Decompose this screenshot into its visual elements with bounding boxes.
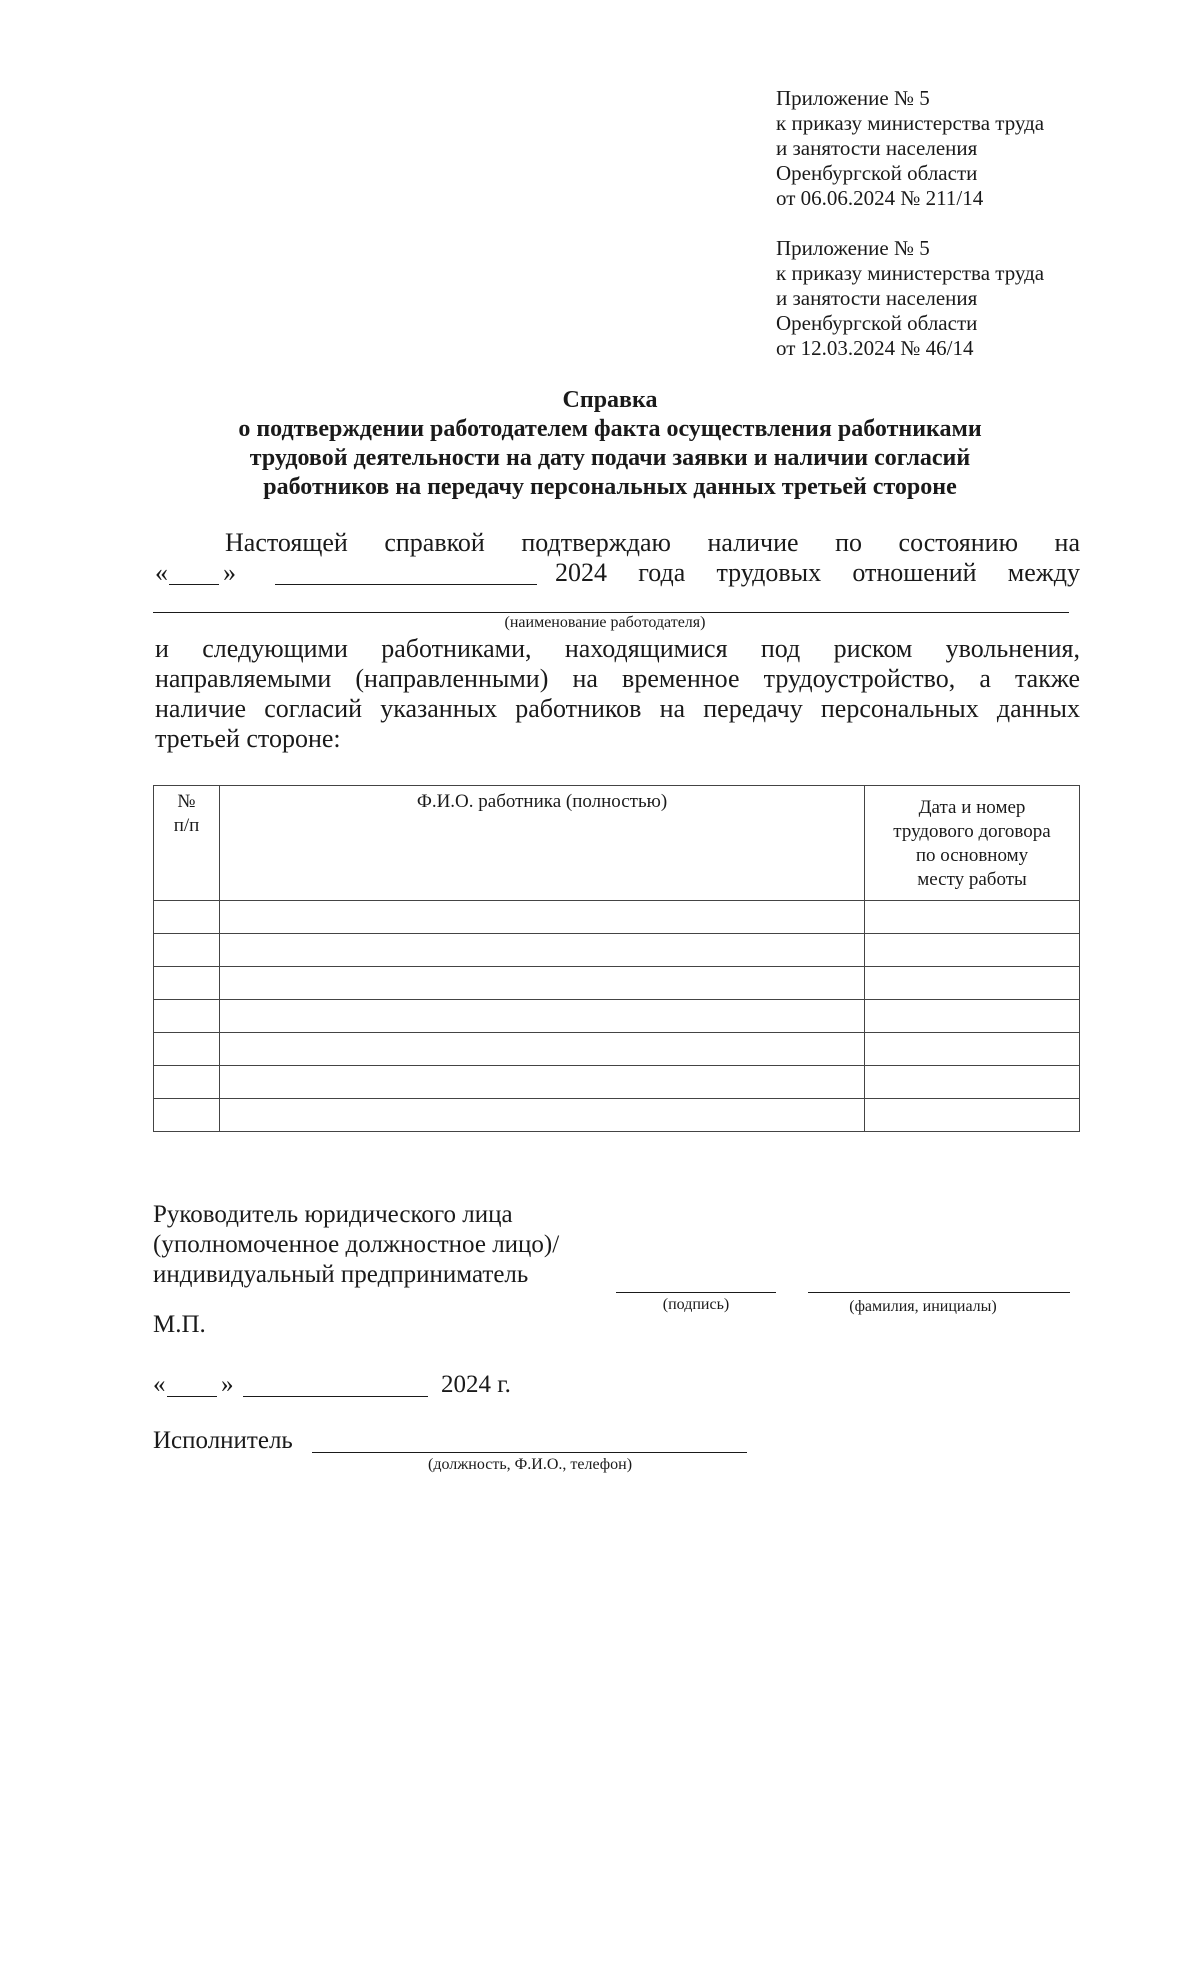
signatory-line: индивидуальный предприниматель <box>153 1261 529 1288</box>
table-row <box>154 1000 1080 1033</box>
executor-caption: (должность, Ф.И.О., телефон) <box>427 1456 633 1473</box>
title-line: Справка <box>562 387 658 413</box>
appendix-line: к приказу министерства труда <box>776 111 1045 135</box>
date-year: 2024 г. <box>441 1371 511 1398</box>
header-text: № <box>177 791 196 812</box>
table-row <box>154 1033 1080 1066</box>
header-text: месту работы <box>917 869 1027 890</box>
paragraph-line: третьей стороне: <box>155 724 341 753</box>
signatory-line: Руководитель юридического лица <box>153 1201 513 1228</box>
table-cell[interactable] <box>865 967 1080 1000</box>
header-text: Ф.И.О. работника (полностью) <box>416 791 668 812</box>
table-cell[interactable] <box>220 934 865 967</box>
quote-close: » <box>221 1371 234 1398</box>
table-header-row <box>154 786 1080 901</box>
table-cell[interactable] <box>220 1033 865 1066</box>
quote-open: « <box>155 558 168 587</box>
executor-label: Исполнитель <box>153 1427 293 1454</box>
table-cell[interactable] <box>220 1066 865 1099</box>
signatory-line: (уполномоченное должностное лицо)/ <box>153 1231 560 1258</box>
signature-caption: (подпись) <box>662 1296 730 1313</box>
body-paragraph <box>155 634 1080 754</box>
month-blank[interactable] <box>275 584 537 585</box>
table-cell[interactable] <box>865 901 1080 934</box>
table-cell[interactable] <box>865 1000 1080 1033</box>
signature-blank[interactable] <box>616 1292 776 1293</box>
name-blank[interactable] <box>808 1292 1070 1293</box>
table-row <box>154 901 1080 934</box>
appendix-block-1 <box>776 86 1044 211</box>
day-blank[interactable] <box>167 1396 217 1397</box>
column-header-number <box>154 786 220 901</box>
paragraph-line: направляемыми (направленными) на временное трудоустройство, а также <box>155 664 1080 693</box>
employer-caption: (наименование работодателя) <box>504 614 706 631</box>
table-cell[interactable] <box>154 1000 220 1033</box>
signature-date-row <box>153 1370 553 1402</box>
table-cell[interactable] <box>154 901 220 934</box>
table-cell[interactable] <box>865 1033 1080 1066</box>
appendix-line: и занятости населения <box>776 136 978 160</box>
executor-blank[interactable] <box>312 1452 747 1453</box>
header-text: Дата и номер <box>918 797 1026 818</box>
month-blank[interactable] <box>243 1396 428 1397</box>
title-line: работников на передачу персональных данных третьей стороне <box>263 474 957 500</box>
table-cell[interactable] <box>154 1033 220 1066</box>
table-row <box>154 1066 1080 1099</box>
table-cell[interactable] <box>865 1099 1080 1132</box>
table-cell[interactable] <box>865 1066 1080 1099</box>
table-cell[interactable] <box>220 1000 865 1033</box>
table-row <box>154 934 1080 967</box>
appendix-line: Оренбургской области <box>776 161 978 185</box>
name-caption: (фамилия, инициалы) <box>849 1298 997 1315</box>
table-cell[interactable] <box>154 967 220 1000</box>
table-row <box>154 967 1080 1000</box>
year-text: 2024 года трудовых отношений между <box>555 558 1080 587</box>
column-header-name <box>220 786 865 901</box>
appendix-line: Приложение № 5 <box>776 236 930 260</box>
title-line: трудовой деятельности на дату подачи заявки и наличии согласий <box>249 445 971 471</box>
appendix-line: Оренбургской области <box>776 311 978 335</box>
table-row <box>154 1099 1080 1132</box>
table-cell[interactable] <box>220 901 865 934</box>
appendix-line: Приложение № 5 <box>776 86 930 110</box>
intro-line: Настоящей справкой подтверждаю наличие по состоянию на <box>225 528 1080 557</box>
table-cell[interactable] <box>220 1099 865 1132</box>
paragraph-line: и следующими работниками, находящимися под риском увольнения, <box>155 634 1080 663</box>
quote-close: » <box>223 558 236 587</box>
appendix-line: и занятости населения <box>776 286 978 310</box>
appendix-line: от 12.03.2024 № 46/14 <box>776 336 974 360</box>
signatory-block <box>153 1200 559 1290</box>
table-cell[interactable] <box>865 934 1080 967</box>
header-text: п/п <box>173 815 200 836</box>
day-blank[interactable] <box>169 584 219 585</box>
document-title <box>150 386 1070 502</box>
employer-name-blank[interactable] <box>153 612 1069 613</box>
title-line: о подтверждении работодателем факта осуществления работниками <box>238 416 982 442</box>
column-header-contract <box>865 786 1080 901</box>
table-cell[interactable] <box>154 1099 220 1132</box>
date-row <box>155 558 1080 588</box>
table-cell[interactable] <box>154 934 220 967</box>
table-cell[interactable] <box>220 967 865 1000</box>
appendix-block-2 <box>776 236 1044 361</box>
header-text: по основному <box>915 845 1029 866</box>
quote-open: « <box>153 1371 166 1398</box>
employees-table <box>153 785 1080 1132</box>
appendix-line: от 06.06.2024 № 211/14 <box>776 186 984 210</box>
header-text: трудового договора <box>893 821 1051 842</box>
paragraph-line: наличие согласий указанных работников на передачу персональных данных <box>155 694 1080 723</box>
appendix-line: к приказу министерства труда <box>776 261 1045 285</box>
stamp-label: М.П. <box>153 1311 206 1338</box>
table-cell[interactable] <box>154 1066 220 1099</box>
